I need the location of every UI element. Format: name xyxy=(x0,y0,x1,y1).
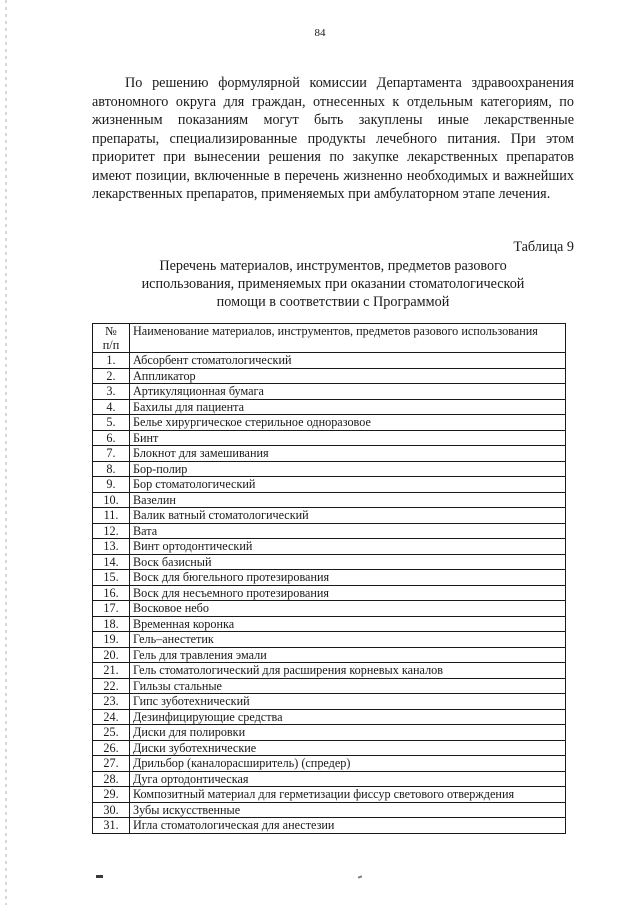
table-row xyxy=(93,601,566,617)
row-item-name: Временная коронка xyxy=(130,616,566,632)
table-row xyxy=(93,663,566,679)
row-number: 24. xyxy=(93,709,130,725)
row-number: 22. xyxy=(93,678,130,694)
table-row xyxy=(93,647,566,663)
row-number: 9. xyxy=(93,477,130,493)
row-item-name: Гель стоматологический для расширения корневых каналов xyxy=(130,663,566,679)
row-item-name: Бор-полир xyxy=(130,461,566,477)
row-item-name: Бинт xyxy=(130,430,566,446)
table-caption-line: Перечень материалов, инструментов, предметов разового xyxy=(159,258,507,274)
table-row xyxy=(93,384,566,400)
row-item-name: Белье хирургическое стерильное одноразовое xyxy=(130,415,566,431)
table-row xyxy=(93,756,566,772)
table-caption xyxy=(92,257,574,311)
row-number: 7. xyxy=(93,446,130,462)
row-item-name: Дрильбор (каналорасширитель) (спредер) xyxy=(130,756,566,772)
row-number: 25. xyxy=(93,725,130,741)
table-row xyxy=(93,709,566,725)
row-item-name: Валик ватный стоматологический xyxy=(130,508,566,524)
row-item-name: Аппликатор xyxy=(130,368,566,384)
intro-paragraph: По решению формулярной комиссии Департамента здравоохранения автономного округа для граждан, отнесенных к отдельным категориям, по жизненным показаниям могут быть закуплены иные лекарственные препараты, специализированные продукты лечебного питания. При этом приоритет при вынесении решения по закупке лекарственных препаратов имеют позиции, включенные в перечень жизненно необходимых и важнейших лекарственных препаратов, применяемых при амбулаторном этапе лечения. xyxy=(92,75,574,202)
row-item-name: Восковое небо xyxy=(130,601,566,617)
row-item-name: Композитный материал для герметизации фиссур светового отверждения xyxy=(130,787,566,803)
row-number: 19. xyxy=(93,632,130,648)
page-number: 84 xyxy=(314,27,326,39)
row-item-name: Гипс зуботехнический xyxy=(130,694,566,710)
table-row xyxy=(93,508,566,524)
row-number: 28. xyxy=(93,771,130,787)
header-name-cell: Наименование материалов, инструментов, предметов разового использования xyxy=(130,324,566,353)
row-item-name: Вазелин xyxy=(130,492,566,508)
row-item-name: Воск для бюгельного протезирования xyxy=(130,570,566,586)
table-row xyxy=(93,678,566,694)
table-label: Таблица 9 xyxy=(513,239,574,255)
table-row xyxy=(93,616,566,632)
table-row xyxy=(93,430,566,446)
scan-edge-decoration xyxy=(5,0,7,905)
table-row xyxy=(93,368,566,384)
table-row xyxy=(93,477,566,493)
scan-mark xyxy=(358,875,362,878)
table-row xyxy=(93,399,566,415)
table-row xyxy=(93,802,566,818)
row-item-name: Дуга ортодонтическая xyxy=(130,771,566,787)
row-number: 21. xyxy=(93,663,130,679)
table-row xyxy=(93,740,566,756)
row-number: 18. xyxy=(93,616,130,632)
row-item-name: Винт ортодонтический xyxy=(130,539,566,555)
table-row xyxy=(93,570,566,586)
row-number: 15. xyxy=(93,570,130,586)
row-number: 2. xyxy=(93,368,130,384)
table-row xyxy=(93,818,566,834)
row-item-name: Блокнот для замешивания xyxy=(130,446,566,462)
row-number: 3. xyxy=(93,384,130,400)
table-row xyxy=(93,353,566,369)
row-item-name: Абсорбент стоматологический xyxy=(130,353,566,369)
table-caption-line: использования, применяемых при оказании стоматологической xyxy=(141,276,525,292)
row-number: 5. xyxy=(93,415,130,431)
table-row xyxy=(93,771,566,787)
row-item-name: Гильзы стальные xyxy=(130,678,566,694)
row-number: 31. xyxy=(93,818,130,834)
row-number: 30. xyxy=(93,802,130,818)
row-number: 16. xyxy=(93,585,130,601)
table-row xyxy=(93,554,566,570)
row-number: 26. xyxy=(93,740,130,756)
row-number: 13. xyxy=(93,539,130,555)
table-row xyxy=(93,725,566,741)
table-row xyxy=(93,632,566,648)
row-item-name: Воск базисный xyxy=(130,554,566,570)
row-number: 20. xyxy=(93,647,130,663)
row-number: 1. xyxy=(93,353,130,369)
row-number: 6. xyxy=(93,430,130,446)
row-number: 8. xyxy=(93,461,130,477)
row-number: 4. xyxy=(93,399,130,415)
row-item-name: Игла стоматологическая для анестезии xyxy=(130,818,566,834)
scan-mark xyxy=(96,875,103,878)
table-row xyxy=(93,787,566,803)
row-item-name: Диски зуботехнические xyxy=(130,740,566,756)
table-caption-line: помощи в соответствии с Программой xyxy=(216,294,450,310)
table-row xyxy=(93,523,566,539)
row-item-name: Артикуляционная бумага xyxy=(130,384,566,400)
header-number-cell xyxy=(93,324,130,353)
row-item-name: Воск для несъемного протезирования xyxy=(130,585,566,601)
table-row xyxy=(93,585,566,601)
row-item-name: Зубы искусственные xyxy=(130,802,566,818)
row-item-name: Гель–анестетик xyxy=(130,632,566,648)
table-row xyxy=(93,461,566,477)
row-number: 12. xyxy=(93,523,130,539)
row-item-name: Диски для полировки xyxy=(130,725,566,741)
row-item-name: Дезинфицирующие средства xyxy=(130,709,566,725)
row-item-name: Бахилы для пациента xyxy=(130,399,566,415)
row-number: 10. xyxy=(93,492,130,508)
row-number: 27. xyxy=(93,756,130,772)
header-number-sublabel: п/п xyxy=(102,338,120,352)
row-number: 14. xyxy=(93,554,130,570)
header-number-label: № xyxy=(105,324,117,338)
table-row xyxy=(93,492,566,508)
table-row xyxy=(93,446,566,462)
table-row xyxy=(93,694,566,710)
row-item-name: Бор стоматологический xyxy=(130,477,566,493)
row-item-name: Гель для травления эмали xyxy=(130,647,566,663)
table-row xyxy=(93,539,566,555)
table-row xyxy=(93,415,566,431)
materials-table xyxy=(92,323,566,834)
table-header-row xyxy=(93,324,566,353)
row-item-name: Вата xyxy=(130,523,566,539)
table-body xyxy=(93,353,566,834)
row-number: 11. xyxy=(93,508,130,524)
row-number: 17. xyxy=(93,601,130,617)
row-number: 23. xyxy=(93,694,130,710)
row-number: 29. xyxy=(93,787,130,803)
